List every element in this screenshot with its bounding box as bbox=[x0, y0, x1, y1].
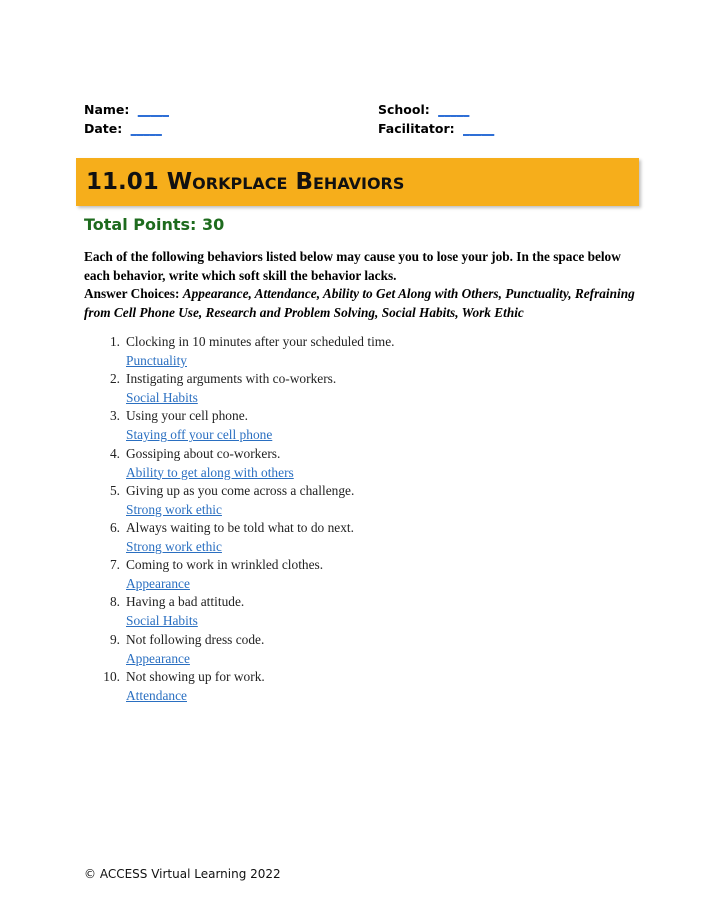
question-number: 5. bbox=[109, 482, 120, 498]
title-word-behaviors: Behaviors bbox=[295, 169, 405, 195]
total-points: Total Points: 30 bbox=[84, 215, 225, 234]
answer-text[interactable]: Social Habits bbox=[126, 390, 198, 406]
facilitator-blank[interactable]: _____ bbox=[463, 121, 495, 136]
facilitator-label: Facilitator: bbox=[378, 121, 455, 136]
question-text: Not showing up for work. bbox=[126, 668, 265, 684]
question-number: 4. bbox=[109, 445, 120, 461]
question-number: 7. bbox=[109, 557, 120, 573]
answer-text[interactable]: Punctuality bbox=[126, 353, 187, 368]
answer-text[interactable]: Appearance bbox=[126, 576, 190, 592]
question-text: Using your cell phone. bbox=[126, 408, 248, 424]
question-number: 1. bbox=[109, 334, 120, 349]
date-blank[interactable]: _____ bbox=[130, 121, 162, 136]
facilitator-field bbox=[378, 120, 494, 138]
answer-choices-values: Appearance, Attendance, Ability to Get Along with Others, Punctuality, Refraining from Cell Phone Use, Research and Problem Solving, Social Habits, Work Ethic bbox=[84, 286, 635, 320]
question-text: Gossiping about co-workers. bbox=[126, 445, 281, 461]
question-text: Having a bad attitude. bbox=[126, 594, 245, 610]
answer-choices bbox=[84, 285, 640, 322]
title-word-workplace: Workplace bbox=[166, 169, 288, 195]
question-text: Coming to work in wrinkled clothes. bbox=[126, 557, 324, 573]
question-number: 3. bbox=[109, 408, 120, 424]
name-field bbox=[84, 101, 169, 119]
question-number: 2. bbox=[109, 371, 120, 387]
question-number: 9. bbox=[109, 631, 120, 647]
question-number: 6. bbox=[109, 519, 120, 535]
school-label: School: bbox=[378, 102, 430, 117]
school-field bbox=[378, 101, 469, 119]
question-text: Giving up as you come across a challenge. bbox=[126, 482, 355, 498]
question-number: 10. bbox=[103, 668, 120, 684]
date-label: Date: bbox=[84, 121, 123, 136]
name-label: Name: bbox=[84, 102, 130, 117]
question-text: Always waiting to be told what to do next. bbox=[126, 519, 354, 535]
answer-text[interactable]: Strong work ethic bbox=[126, 501, 222, 517]
answer-text[interactable]: Social Habits bbox=[126, 613, 198, 629]
lesson-number: 11.01 bbox=[86, 169, 159, 195]
answer-text[interactable]: Staying off your cell phone bbox=[126, 427, 273, 443]
date-field bbox=[84, 120, 162, 138]
question-text: Instigating arguments with co-workers. bbox=[126, 371, 337, 387]
question-text: Clocking in 10 minutes after your scheduled time. bbox=[126, 334, 395, 349]
name-blank[interactable]: _____ bbox=[137, 102, 170, 117]
answer-text[interactable]: Attendance bbox=[126, 687, 187, 703]
instructions-text: Each of the following behaviors listed below may cause you to lose your job. In the space below each behavior, write which soft skill the behavior lacks. bbox=[84, 249, 621, 283]
title-banner bbox=[76, 158, 639, 206]
instructions bbox=[84, 248, 640, 322]
page-title bbox=[86, 167, 404, 197]
question-text: Not following dress code. bbox=[126, 631, 265, 647]
answer-text[interactable]: Appearance bbox=[126, 650, 190, 666]
question-number: 8. bbox=[109, 594, 120, 610]
answer-text[interactable]: Ability to get along with others bbox=[126, 464, 294, 480]
school-blank[interactable]: _____ bbox=[438, 102, 470, 117]
copyright-footer: © ACCESS Virtual Learning 2022 bbox=[84, 867, 281, 881]
answer-choices-label: Answer Choices: bbox=[84, 286, 180, 301]
answer-text[interactable]: Strong work ethic bbox=[126, 538, 222, 554]
